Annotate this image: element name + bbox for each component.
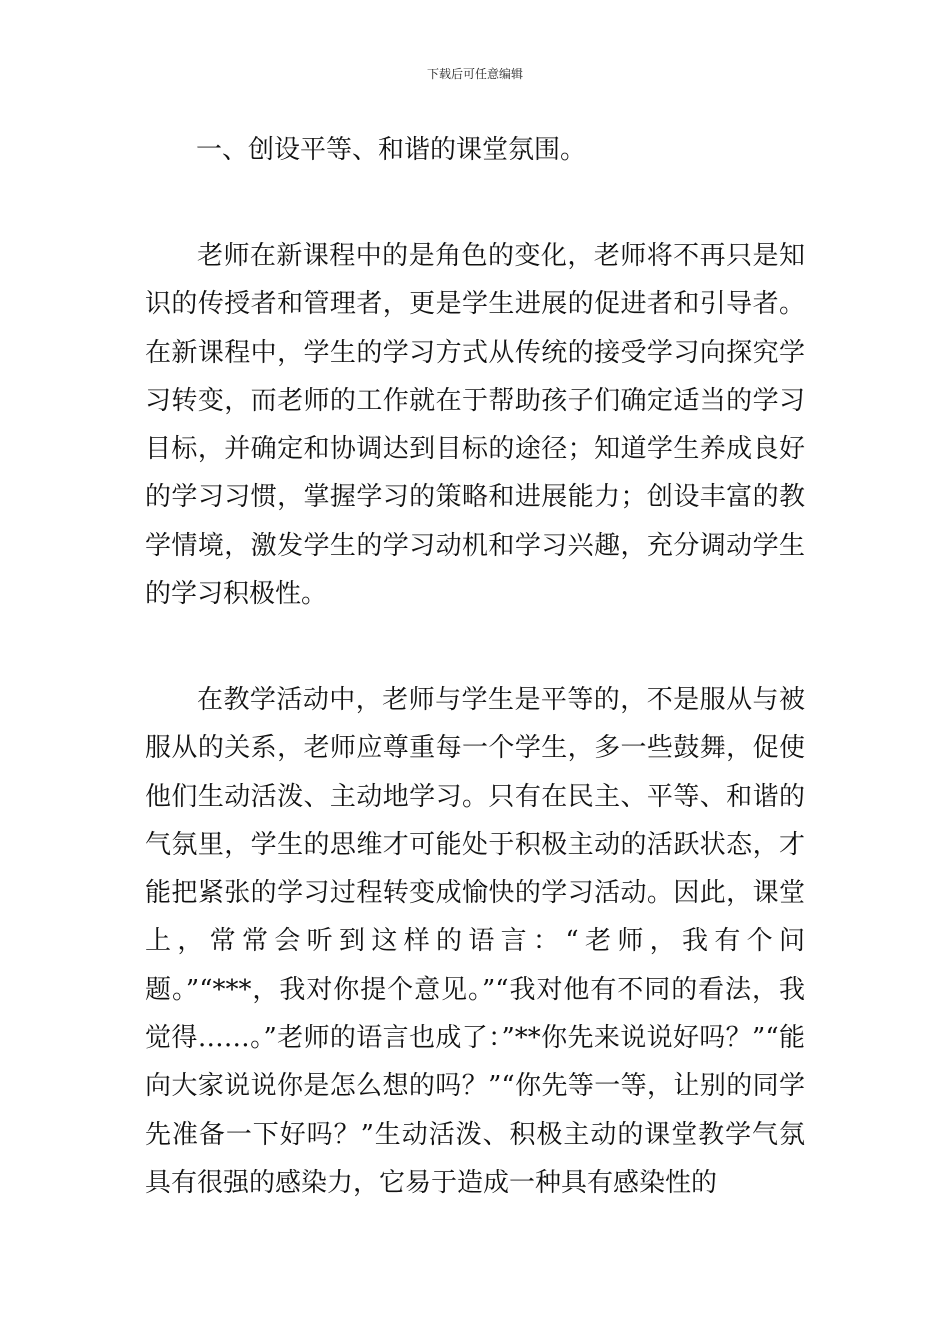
body-paragraph-2: 在教学活动中，老师与学生是平等的，不是服从与被服从的关系，老师应尊重每一个学生，多一些鼓舞，促使他们生动活泼、主动地学习。只有在民主、平等、和谐的气氛里，学生的思维才可能处于积极主动的活跃状态，才能把紧张的学习过程转变成愉快的学习活动。因此，课堂上，常常会听到这样的语言：“老师，我有个问题。”“***，我对你提个意见。”“我对他有不同的看法，我觉得……。”老师的语言也成了：”**你先来说说好吗？”“能向大家说说你是怎么想的吗？”“你先等一等，让别的同学先准备一下好吗？”生动活泼、积极主动的课堂教学气氛具有很强的感染力，它易于造成一种具有感染性的 xyxy=(145,685,805,1198)
header-note: 下载后可任意编辑 xyxy=(426,67,523,81)
section-heading: 一、创设平等、和谐的课堂氛围。 xyxy=(196,135,587,165)
body-paragraph-1: 老师在新课程中的是角色的变化，老师将不再只是知识的传授者和管理者，更是学生进展的促进者和引导者。在新课程中，学生的学习方式从传统的接受学习向探究学习转变，而老师的工作就在于帮助孩子们确定适当的学习目标，并确定和协调达到目标的途径；知道学生养成良好的学习习惯，掌握学习的策略和进展能力；创设丰富的教学情境，激发学生的学习动机和学习兴趣，充分调动学生的学习积极性。 xyxy=(145,241,805,610)
